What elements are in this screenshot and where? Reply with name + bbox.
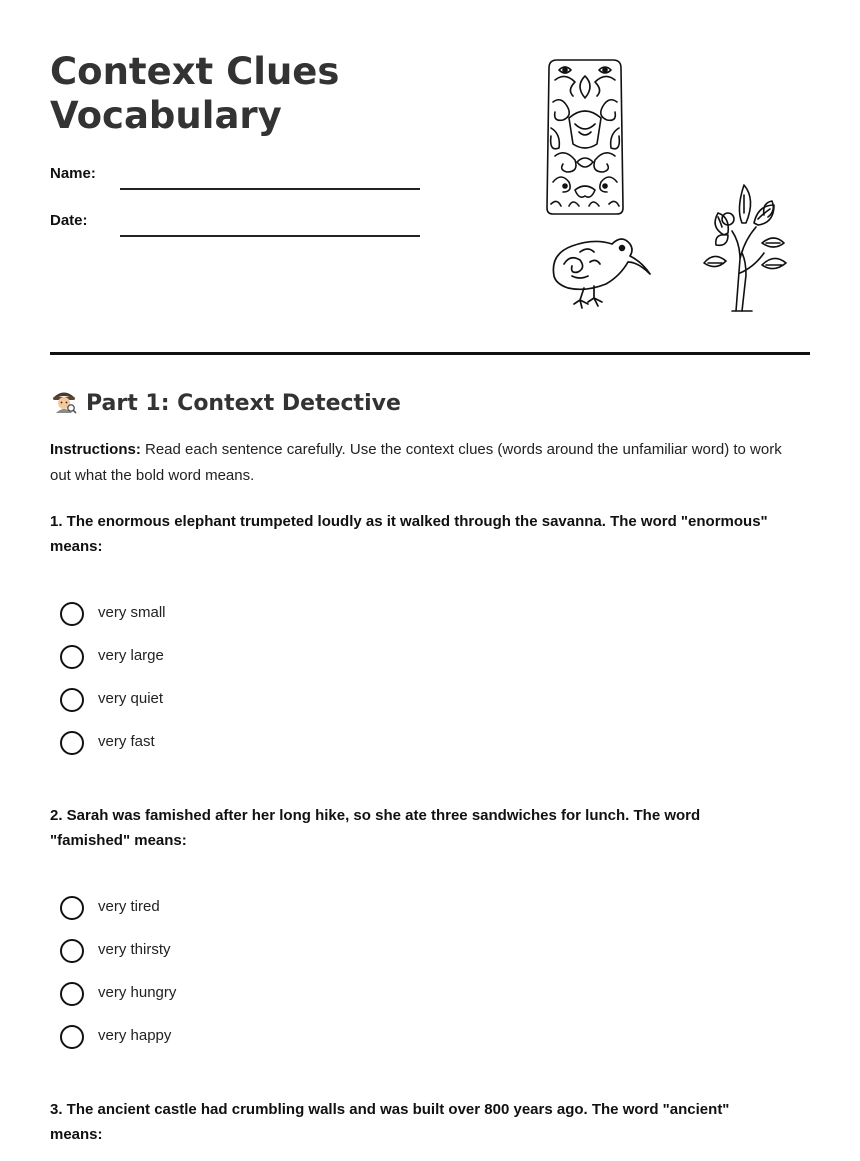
option-radio[interactable]: [50, 979, 450, 1009]
radio-circle-icon[interactable]: [60, 982, 84, 1006]
instructions-label: Instructions:: [50, 441, 141, 458]
option-radio[interactable]: [50, 728, 450, 758]
option-radio[interactable]: [50, 893, 450, 923]
question-2: [50, 803, 770, 853]
worksheet-title: Context Clues Vocabulary: [50, 50, 340, 137]
radio-circle-icon[interactable]: [60, 645, 84, 669]
tree-icon: [702, 183, 788, 313]
worksheet-page: [50, 0, 810, 1143]
name-label: Name:: [50, 165, 96, 182]
instructions-text: Read each sentence carefully. Use the context clues (words around the unfamiliar word) to work out what the bold word means.: [50, 441, 782, 484]
radio-circle-icon[interactable]: [60, 1025, 84, 1049]
radio-circle-icon[interactable]: [60, 896, 84, 920]
question-1: [50, 509, 770, 559]
option-label: very large: [98, 647, 164, 664]
option-label: very tired: [98, 898, 160, 915]
option-radio[interactable]: [50, 1022, 450, 1052]
option-label: very thirsty: [98, 941, 171, 958]
option-radio[interactable]: [50, 599, 450, 629]
radio-circle-icon[interactable]: [60, 939, 84, 963]
date-write-line[interactable]: [120, 235, 420, 237]
option-label: very quiet: [98, 690, 164, 707]
radio-circle-icon[interactable]: [60, 602, 84, 626]
name-field[interactable]: [50, 160, 420, 190]
radio-circle-icon[interactable]: [60, 731, 84, 755]
part1-title: Part 1: Context Detective: [86, 391, 401, 416]
question-1-text: 1. The enormous elephant trumpeted loudly as it walked through the savanna. The word "enormous" means:: [50, 513, 768, 555]
question-2-text: 2. Sarah was famished after her long hike, so she ate three sandwiches for lunch. The word "famished" means:: [50, 807, 701, 849]
date-label: Date:: [50, 212, 88, 229]
kiwi-bird-icon: [550, 232, 652, 314]
carved-totem-icon: [545, 58, 625, 218]
option-label: very small: [98, 604, 166, 621]
option-label: very happy: [98, 1027, 172, 1044]
radio-circle-icon[interactable]: [60, 688, 84, 712]
option-label: very hungry: [98, 984, 177, 1001]
instructions-paragraph: [50, 437, 790, 489]
question-3-text: 3. The ancient castle had crumbling walls and was built over 800 years ago. The word "ancient" means:: [50, 1101, 730, 1143]
option-label: very fast: [98, 733, 155, 750]
option-radio[interactable]: [50, 642, 450, 672]
option-radio[interactable]: [50, 685, 450, 715]
date-field[interactable]: [50, 207, 420, 237]
worksheet-header: [50, 0, 810, 355]
option-radio[interactable]: [50, 936, 450, 966]
question-3: [50, 1097, 770, 1147]
name-write-line[interactable]: [120, 188, 420, 190]
detective-emoji-icon: [50, 386, 78, 425]
part1-heading: [50, 386, 401, 425]
